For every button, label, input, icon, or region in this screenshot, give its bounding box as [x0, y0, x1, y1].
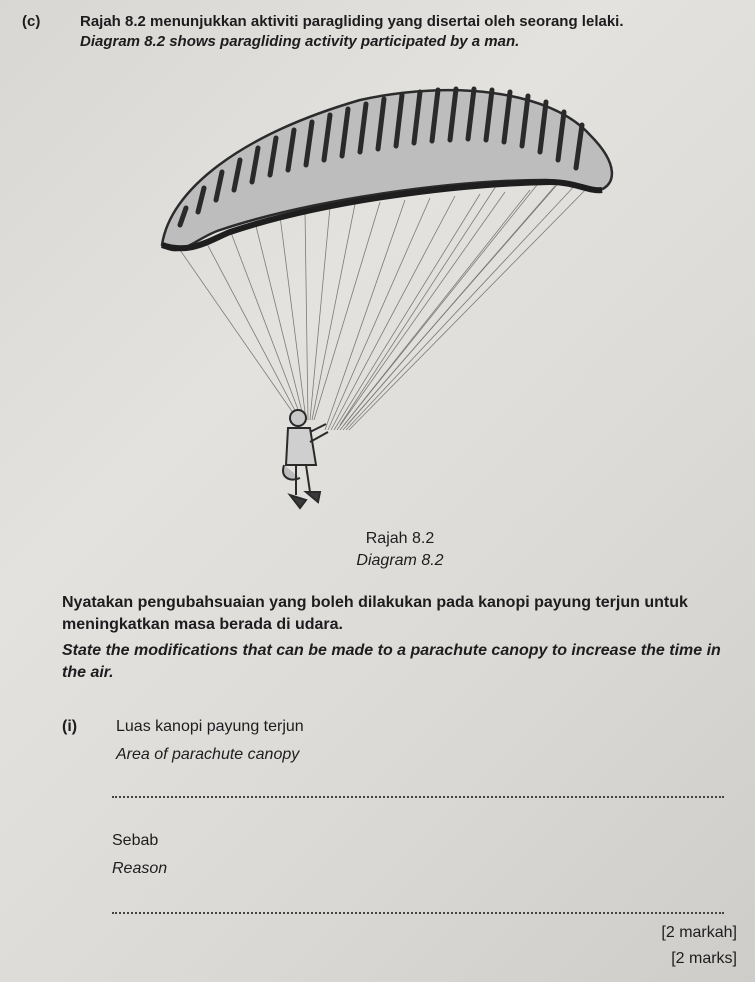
reason-block: [112, 830, 167, 880]
marks-english: [2 marks]: [671, 950, 737, 967]
part-i-label: (i): [62, 718, 78, 735]
question-text-english: Diagram 8.2 shows paragliding activity participated by a man.: [80, 33, 520, 50]
figure-caption: [300, 528, 500, 572]
answer-line-1[interactable]: [112, 796, 724, 798]
question-header: [22, 12, 742, 52]
marks-malay: [2 markah]: [661, 924, 737, 941]
canopy: [162, 89, 612, 250]
caption-english: Diagram 8.2: [356, 552, 444, 569]
answer-line-2[interactable]: [112, 912, 724, 914]
reason-english: Reason: [112, 860, 168, 877]
pilot-figure: [283, 410, 328, 508]
instruction: [62, 592, 732, 684]
instruction-malay: Nyatakan pengubahsuaian yang boleh dilakukan pada kanopi payung terjun untuk meningkatkan masa berada di udara.: [62, 594, 688, 633]
caption-malay: Rajah 8.2: [365, 530, 435, 547]
question-marker: (c): [22, 13, 41, 30]
reason-malay: Sebab: [112, 832, 159, 849]
instruction-english: State the modifications that can be made to a parachute canopy to increase the time in the air.: [62, 642, 721, 681]
marks-allocation: [661, 922, 737, 970]
paraglider-illustration: [150, 80, 630, 520]
part-i-malay: Luas kanopi payung terjun: [116, 718, 304, 735]
part-i-english: Area of parachute canopy: [116, 746, 300, 763]
question-text-malay: Rajah 8.2 menunjukkan aktiviti paragliding yang disertai oleh seorang lelaki.: [80, 13, 624, 30]
